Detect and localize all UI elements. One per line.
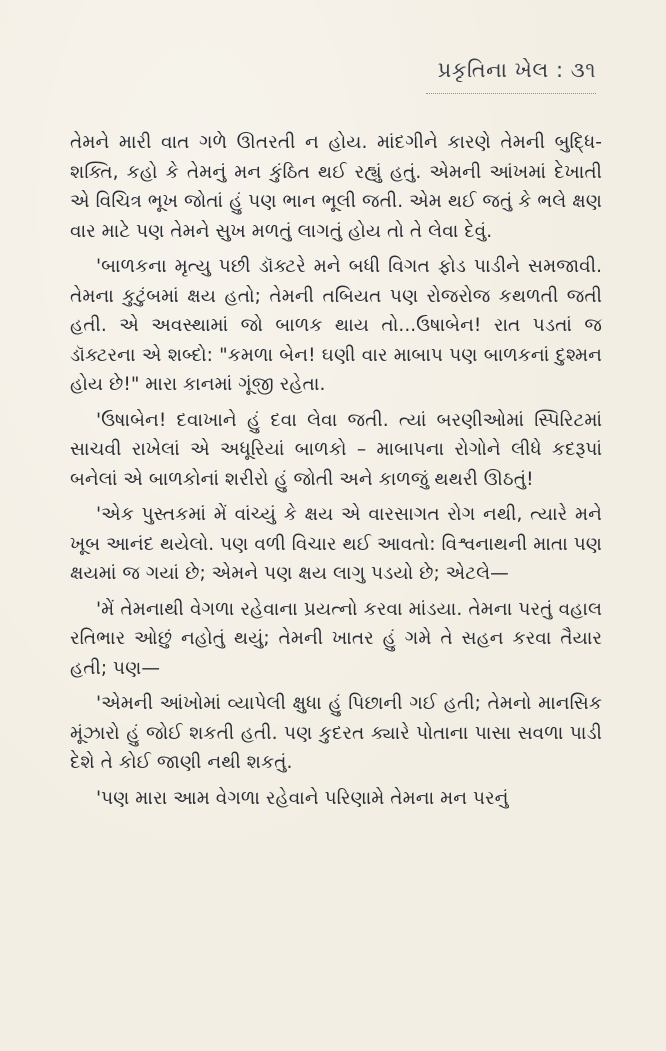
paragraph: 'એક પુસ્તકમાં મેં વાંચ્યું કે ક્ષય એ વારસાગત રોગ નથી, ત્યારે મને ખૂબ આનંદ થયેલો. પણ વળી વિચાર થઈ આવતો: વિશ્વનાથની માતા પણ ક્ષયમાં જ ગયાં છે; એમને પણ ક્ષય લાગુ પડયો છે; એટલે— xyxy=(70,504,602,584)
page-header xyxy=(426,58,596,94)
paragraph: 'પણ મારા આમ વેગળા રહેવાને પરિણામે તેમના મન પરનું xyxy=(96,787,509,809)
paragraph: 'એમની આંખોમાં વ્યાપેલી ક્ષુધા હું પિછાની ગઈ હતી; તેમનો માનસિક મૂંઝારો હું જોઈ શકતી હતી. પણ કુદરત ક્યારે પોતાના પાસા સવળા પાડી દેશે તે કોઈ જાણી નથી શકતું. xyxy=(70,693,602,773)
header-underline xyxy=(426,87,596,94)
paragraph: 'બાળકના મૃત્યુ પછી ડૉક્ટરે મને બધી વિગત ફોડ પાડીને સમજાવી. તેમના કુટુંબમાં ક્ષય હતો; તેમની તબિયત પણ રોજરોજ કથળતી જતી હતી. એ અવસ્થામાં જો બાળક થાય તો...ઉષાબેન! રાત પડતાં જ ડૉક્ટરના એ શબ્દો: "કમળા બેન! ઘણી વાર માબાપ પણ બાળકનાં દુશ્મન હોય છે!" મારા કાનમાં ગૂંજી રહેતા. xyxy=(70,256,602,395)
paragraph: તેમને મારી વાત ગળે ઊતરતી ન હોય. માંદગીને કારણે તેમની બુદ્ધિ-શક્તિ, કહો કે તેમનું મન કુંઠિત થઈ રહ્યું હતું. એમની આંખમાં દેખાતી એ વિચિત્ર ભૂખ જોતાં હું પણ ભાન ભૂલી જતી. એમ થઈ જતું કે ભલે ક્ષણ વાર માટે પણ તેમને સુખ મળતું લાગતું હોય તો તે લેવા દેવું. xyxy=(70,132,602,242)
paragraph: 'મેં તેમનાથી વેગળા રહેવાના પ્રયત્નો કરવા માંડયા. તેમના પરતું વહાલ રતિભાર ઓછું નહોતું થયું; તેમની ખાતર હું ગમે તે સહન કરવા તૈયાર હતી; પણ— xyxy=(70,598,602,679)
body-text xyxy=(70,128,602,819)
running-title: પ્રકૃતિના ખેલ : ૩૧ xyxy=(437,58,596,82)
paragraph: 'ઉષાબેન! દવાખાને હું દવા લેવા જતી. ત્યાં બરણીઓમાં સ્પિરિટમાં સાચવી રાખેલાં એ અધૂરિયાં બાળકો – માબાપના રોગોને લીધે કદરૂપાં બનેલાં એ બાળકોનાં શરીરો હું જોતી અને કાળજું થથરી ઊઠતું! xyxy=(70,409,602,490)
